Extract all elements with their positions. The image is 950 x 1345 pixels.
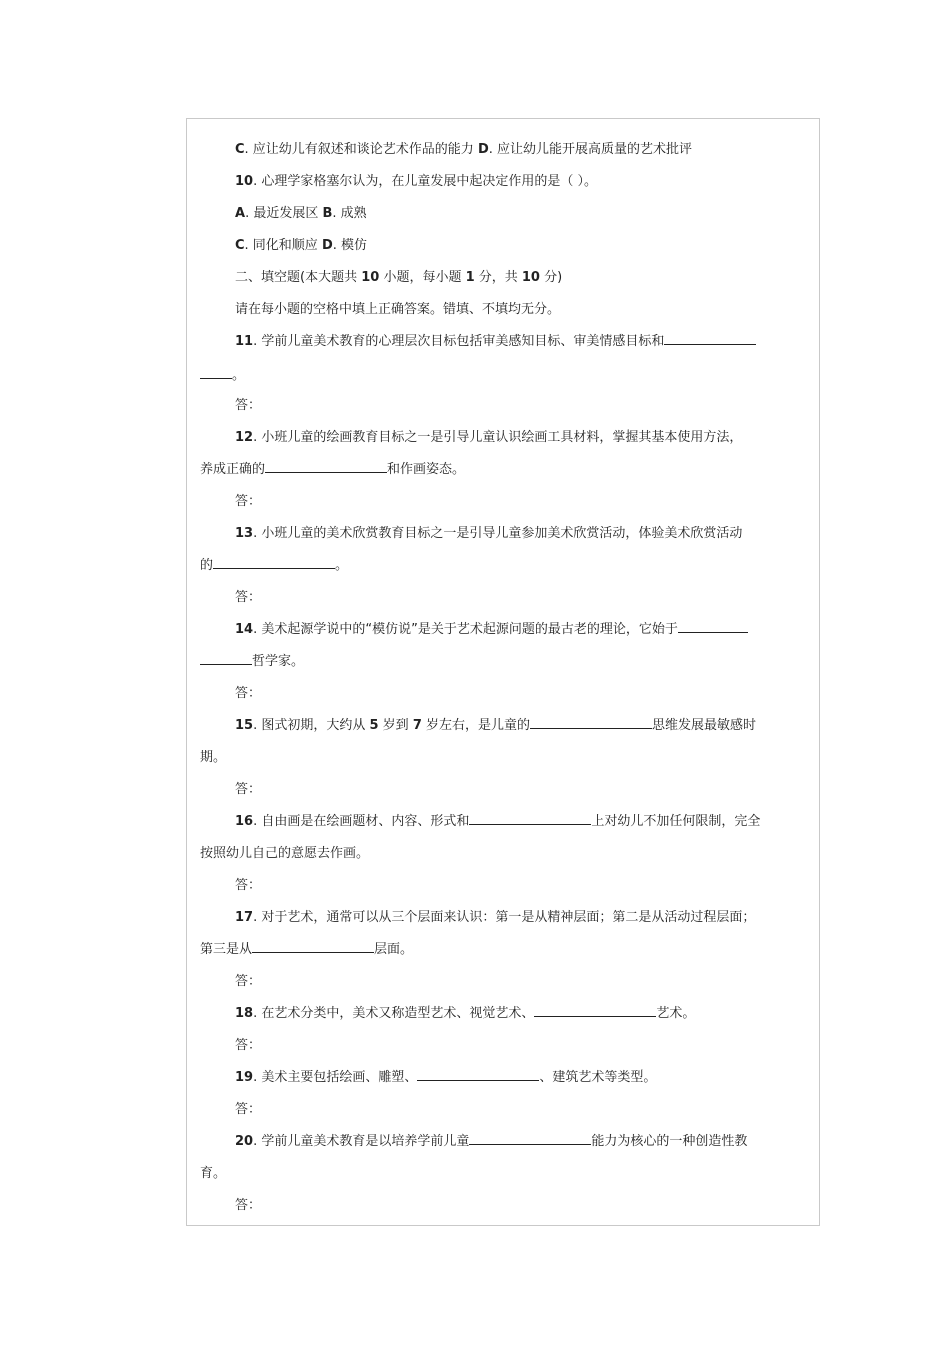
answer-blank[interactable] (200, 366, 232, 379)
question-18: 18. 在艺术分类中，美术又称造型艺术、视觉艺术、 艺术。 (235, 1006, 696, 1021)
answer-label: 答： (235, 686, 262, 701)
answer-label: 答： (235, 782, 262, 797)
question-14-cont: 哲学家。 (200, 652, 304, 672)
answer-blank[interactable] (664, 332, 756, 345)
answer-blank[interactable] (417, 1068, 539, 1081)
answer-blank[interactable] (678, 620, 748, 633)
section-instruction: 请在每小题的空格中填上正确答案。错填、不填均无分。 (235, 302, 561, 317)
question-15-cont: 期。 (200, 750, 227, 765)
question-13-cont: 的 。 (200, 558, 349, 573)
question-15: 15. 图式初期，大约从 5 岁到 7 岁左右，是儿童的 思维发展最敏感时 (235, 718, 757, 733)
question-10: 10. 心理学家格塞尔认为，在儿童发展中起决定作用的是（ ）。 (235, 174, 597, 189)
answer-blank[interactable] (213, 556, 335, 569)
question-20: 20. 学前儿童美术教育是以培养学前儿童 能力为核心的一种创造性教 (235, 1134, 748, 1149)
answer-label: 答： (235, 878, 262, 893)
question-16: 16. 自由画是在绘画题材、内容、形式和 上对幼儿不加任何限制，完全 (235, 814, 761, 829)
question-17-cont: 第三是从 层面。 (200, 942, 414, 957)
section-heading: 二、填空题(本大题共 10 小题，每小题 1 分，共 10 分) (235, 270, 563, 285)
question-11-cont: 。 (200, 366, 245, 386)
question-12: 12. 小班儿童的绘画教育目标之一是引导儿童认识绘画工具材料，掌握其基本使用方法， (235, 430, 743, 445)
question-14: 14. 美术起源学说中的“模仿说”是关于艺术起源问题的最古老的理论，它始于 (235, 620, 748, 640)
question-13: 13. 小班儿童的美术欣赏教育目标之一是引导儿童参加美术欣赏活动，体验美术欣赏活动 (235, 526, 743, 541)
answer-blank[interactable] (252, 940, 374, 953)
q9-options-cd: C. 应让幼儿有叙述和谈论艺术作品的能力 D. 应让幼儿能开展高质量的艺术批评 (235, 142, 693, 157)
answer-blank[interactable] (265, 460, 387, 473)
q10-options-ab: A. 最近发展区 B. 成熟 (235, 206, 367, 221)
answer-label: 答： (235, 1038, 262, 1053)
answer-label: 答： (235, 1102, 262, 1117)
answer-label: 答： (235, 590, 262, 605)
answer-label: 答： (235, 398, 262, 413)
answer-blank[interactable] (469, 812, 591, 825)
question-20-cont: 育。 (200, 1166, 227, 1181)
answer-label: 答： (235, 1198, 262, 1213)
question-11: 11. 学前儿童美术教育的心理层次目标包括审美感知目标、审美情感目标和 (235, 332, 756, 352)
answer-blank[interactable] (200, 652, 252, 665)
question-16-cont: 按照幼儿自己的意愿去作画。 (200, 846, 370, 861)
question-17: 17. 对于艺术，通常可以从三个层面来认识：第一是从精神层面；第二是从活动过程层面； (235, 910, 756, 925)
answer-blank[interactable] (534, 1004, 656, 1017)
answer-label: 答： (235, 974, 262, 989)
question-19: 19. 美术主要包括绘画、雕塑、 、建筑艺术等类型。 (235, 1070, 657, 1085)
q10-options-cd: C. 同化和顺应 D. 模仿 (235, 238, 368, 253)
answer-label: 答： (235, 494, 262, 509)
answer-blank[interactable] (530, 716, 652, 729)
answer-blank[interactable] (469, 1132, 591, 1145)
question-12-cont: 养成正确的 和作画姿态。 (200, 462, 466, 477)
